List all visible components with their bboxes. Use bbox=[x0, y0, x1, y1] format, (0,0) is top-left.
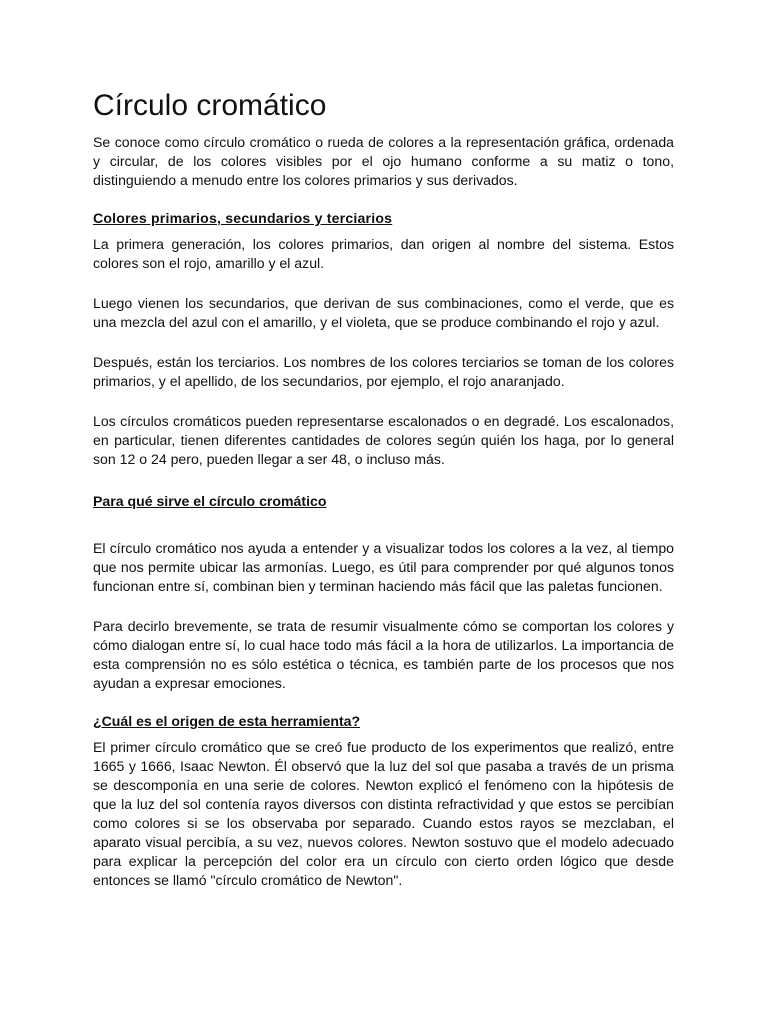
paragraph: Los círculos cromáticos pueden representarse escalonados o en degradé. Los escalonados, en particular, tienen diferentes cantidades de colores según quién los haga, por lo general son 12 o 24 pero, pueden llegar a ser 48, o incluso más. bbox=[93, 413, 674, 467]
paragraph: El círculo cromático nos ayuda a entender y a visualizar todos los colores a la vez, al tiempo que nos permite ubicar las armonías. Luego, es útil para comprender por qué algunos tonos funcionan entre sí, combinan bien y terminan haciendo más fácil que las paletas funcionen. bbox=[93, 540, 674, 594]
paragraph: Después, están los terciarios. Los nombres de los colores terciarios se toman de los colores primarios, y el apellido, de los secundarios, por ejemplo, el rojo anaranjado. bbox=[93, 354, 674, 389]
page-title: Círculo cromático bbox=[93, 89, 327, 122]
paragraph: Luego vienen los secundarios, que derivan de sus combinaciones, como el verde, que es una mezcla del azul con el amarillo, y el violeta, que se produce combinando el rojo y azul. bbox=[93, 295, 674, 330]
section-heading-origen: ¿Cuál es el origen de esta herramienta? bbox=[93, 713, 361, 729]
section-heading-colores: Colores primarios, secundarios y terciarios bbox=[93, 210, 393, 226]
paragraph: Para decirlo brevemente, se trata de resumir visualmente cómo se comportan los colores y cómo dialogan entre sí, lo cual hace todo más fácil a la hora de utilizarlos. La importancia de esta comprensión no es sólo estética o técnica, es también parte de los procesos que nos ayudan a expresar emociones. bbox=[93, 618, 674, 691]
paragraph: El primer círculo cromático que se creó fue producto de los experimentos que realizó, entre 1665 y 1666, Isaac Newton. Él observó que la luz del sol que pasaba a través de un prisma se descomponía en una serie de colores. Newton explicó el fenómeno con la hipótesis de que la luz del sol contenía rayos diversos con distinta refractividad y que estos se percibían como colores si se los observaba por separado. Cuando estos rayos se mezclaban, el aparato visual percibía, a su vez, nuevos colores. Newton sostuvo que el modelo adecuado para explicar la percepción del color era un círculo con cierto orden lógico que desde entonces se llamó "círculo cromático de Newton". bbox=[93, 739, 674, 888]
intro-paragraph: Se conoce como círculo cromático o rueda de colores a la representación gráfica, ordenada y circular, de los colores visibles por el ojo humano conforme a su matiz o tono, distinguiendo a menudo entre los colores primarios y sus derivados. bbox=[93, 134, 674, 188]
section-heading-para-que-sirve: Para qué sirve el círculo cromático bbox=[93, 493, 327, 509]
paragraph: La primera generación, los colores primarios, dan origen al nombre del sistema. Estos colores son el rojo, amarillo y el azul. bbox=[93, 236, 674, 271]
